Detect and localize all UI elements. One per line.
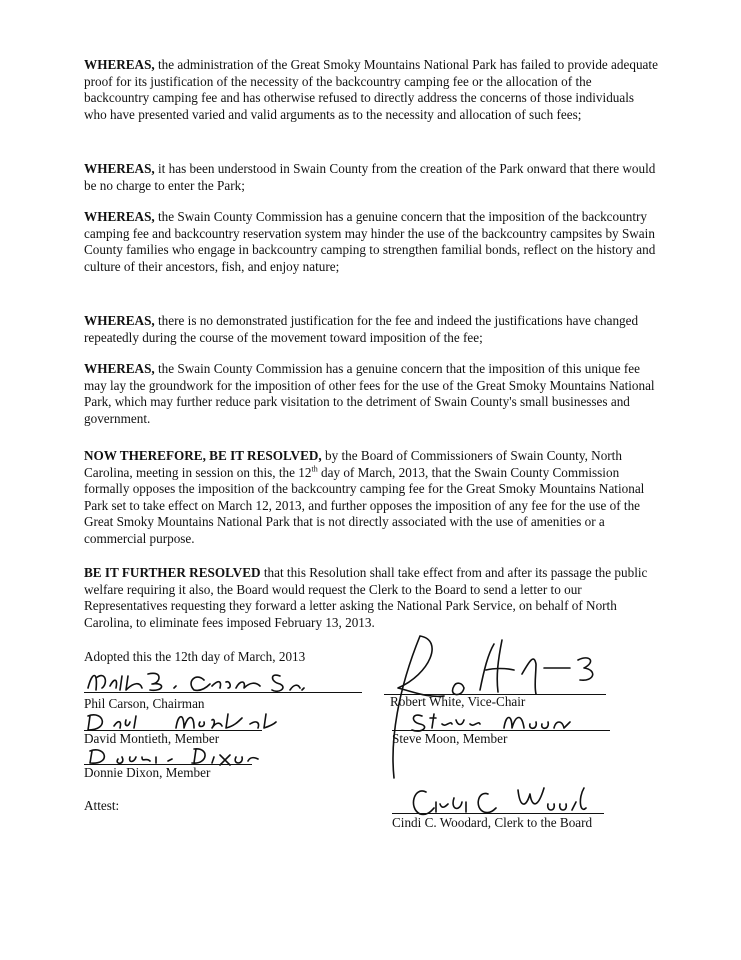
whereas-lead-5: WHEREAS, [84, 361, 155, 376]
woodard-signature [400, 780, 600, 820]
whereas-text-1: the administration of the Great Smoky Mountains National Park has failed to provide adequate proof for its justification of the necessity of the backcountry camping fee or the allocation of the backcountry camping fee and has otherwise refused to directly address the concerns of those individuals who have presented varied and valid arguments as to the necessity and allocation of such fees; [84, 57, 658, 122]
chairman-name: Phil Carson, Chairman [84, 696, 205, 711]
whereas-text-5: the Swain County Commission has a genuine concern that the imposition of this unique fee may lay the groundwork for the imposition of other fees for the use of the Great Smoky Mountains National Park, which may further reduce park visitation to the detriment of Swain County's small businesses and government. [84, 361, 655, 426]
whereas-lead-2: WHEREAS, [84, 161, 155, 176]
whereas-text-2: it has been understood in Swain County from the creation of the Park onward that there would be no charge to enter the Park; [84, 161, 656, 193]
whereas-text-4: there is no demonstrated justification for the fee and indeed the justifications have changed repeatedly during the course of the movement toward imposition of the fee; [84, 313, 639, 345]
ordinal-suffix: th [311, 464, 318, 474]
attest-label: Attest: [84, 798, 120, 813]
resolved-text-a: by the Board of Commissioners of Swain County, North Carolina, meeting in session on this, the 12 [84, 448, 622, 480]
whereas-paragraph-3 [84, 209, 660, 275]
vice-chair-name: Robert White, Vice-Chair [390, 694, 526, 709]
further-resolved-text: that this Resolution shall take effect from and after its passage the public welfare requiring it also, the Board would request the Clerk to the Board to send a letter to our Representatives requesting they forward a letter asking the National Park Service, on behalf of North Carolina, to eliminate fees imposed February 13, 2013. [84, 565, 648, 630]
resolved-text-b: day of March, 2013, that the Swain County Commission formally opposes the imposition of the backcountry camping fee for the Great Smoky Mountains National Park set to take effect on March 12, 2013, and further opposes the imposition of any fee for the use of the Great Smoky Mountains National Park that is not directly associated with the use of amenities or a commercial purpose. [84, 464, 645, 546]
further-resolved-paragraph [84, 565, 660, 631]
signature-line-woodard [392, 813, 604, 814]
whereas-paragraph-1 [84, 57, 660, 123]
resolved-lead: NOW THEREFORE, BE IT RESOLVED, [84, 448, 322, 463]
whereas-text-3: the Swain County Commission has a genuine concern that the imposition of the backcountry camping fee and backcountry reservation system may hinder the use of the backcountry campsites by Swain County families who engage in backcountry camping to strengthen familial bonds, reflect on the history and culture of their ancestors, fish, and enjoy nature; [84, 209, 656, 274]
montieth-name: David Montieth, Member [84, 731, 220, 746]
whereas-paragraph-4 [84, 313, 660, 346]
whereas-lead-1: WHEREAS, [84, 57, 155, 72]
whereas-lead-4: WHEREAS, [84, 313, 155, 328]
dixon-name: Donnie Dixon, Member [84, 765, 211, 780]
whereas-paragraph-2 [84, 161, 660, 194]
signature-line-chairman [84, 692, 362, 693]
resolved-paragraph [84, 448, 660, 547]
further-resolved-lead: BE IT FURTHER RESOLVED [84, 565, 261, 580]
whereas-lead-3: WHEREAS, [84, 209, 155, 224]
adopted-date: Adopted this the 12th day of March, 2013 [84, 649, 306, 664]
moon-name: Steve Moon, Member [392, 731, 508, 746]
whereas-paragraph-5 [84, 361, 660, 427]
clerk-name: Cindi C. Woodard, Clerk to the Board [392, 815, 593, 830]
